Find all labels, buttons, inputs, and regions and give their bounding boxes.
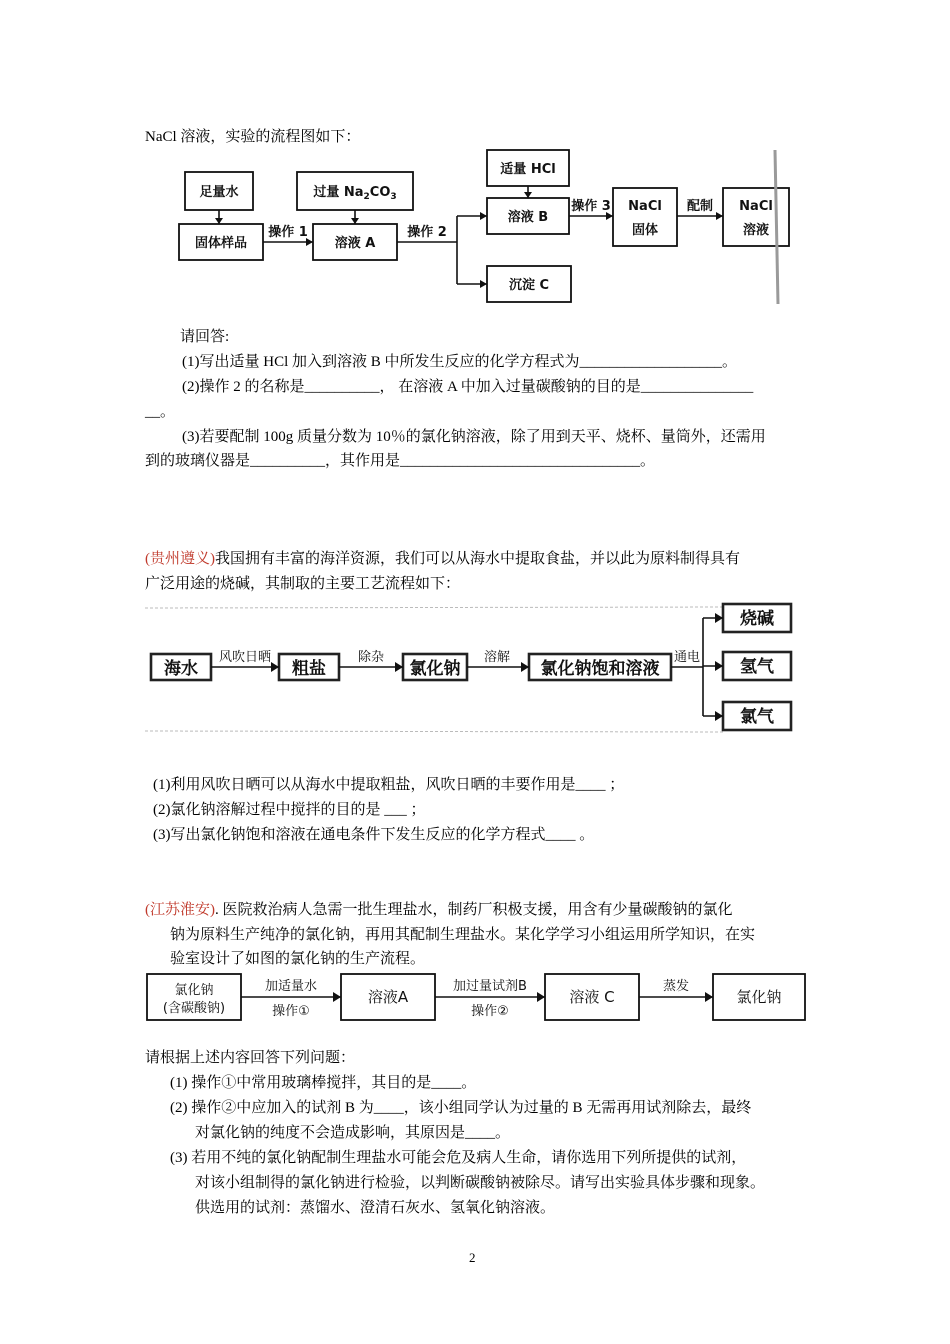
label-crude: 粗盐 bbox=[292, 659, 326, 679]
s3-prompt: 请根据上述内容回答下列问题： bbox=[145, 1050, 356, 1066]
s3-q1: (1) 操作①中常用玻璃棒搅拌，其目的是____。 bbox=[170, 1075, 477, 1091]
s2-q1: (1)利用风吹日晒可以从海水中提取粗盐，风吹日晒的丰要作用是____ ； bbox=[153, 777, 625, 793]
scan-edge bbox=[775, 150, 778, 304]
label-hcl: 适量 HCl bbox=[500, 162, 556, 177]
label-op2: 操作② bbox=[471, 1004, 509, 1019]
s1-q2a: (2)操作 2 的名称是__________， 在溶液 A 中加入过量碳酸钠的目的是_______________ bbox=[182, 379, 754, 395]
s3-q3b: 对该小组制得的氯化钠进行检验，以判断碳酸钠被除尽。请写出实验具体步骤和现象。 bbox=[195, 1175, 766, 1191]
s3-intro-c: 验室设计了如图的氯化钠的生产流程。 bbox=[170, 951, 426, 967]
label-evap: 蒸发 bbox=[662, 979, 690, 994]
label-nacl-solid-1: NaCl bbox=[628, 199, 662, 214]
label-solB: 溶液 B bbox=[507, 210, 549, 225]
label-op2: 操作 2 bbox=[407, 225, 447, 240]
s2-q3: (3)写出氯化钠饱和溶液在通电条件下发生反应的化学方程式____ 。 bbox=[153, 827, 595, 843]
s3-intro-a: (江苏淮安). 医院救治病人急需一批生理盐水，制药厂积极支援，用含有少量碳酸钠的氯化 bbox=[145, 902, 733, 918]
label-nacl-solid-2: 固体 bbox=[631, 223, 659, 238]
label-chlorine: 氯气 bbox=[740, 707, 774, 727]
label-electrify: 通电 bbox=[673, 650, 701, 665]
s1-q3a: (3)若要配制 100g 质量分数为 10％的氯化钠溶液，除了用到天平、烧杯、量筒外，还需用 bbox=[182, 429, 766, 445]
section1-intro: NaCl 溶液，实验的流程图如下： bbox=[145, 129, 361, 145]
s2-source: (贵州遵义) bbox=[145, 551, 215, 567]
s2-intro-b: 广泛用途的烧碱，其制取的主要工艺流程如下： bbox=[145, 576, 461, 592]
scan-line-bottom bbox=[145, 731, 725, 732]
label-op1: 操作① bbox=[272, 1004, 310, 1019]
label-op1: 操作 1 bbox=[268, 225, 308, 240]
s3-intro-b: 钠为原料生产纯净的氯化钠，再用其配制生理盐水。某化学学习小组运用所学知识，在实 bbox=[170, 927, 756, 943]
label-sample: 固体样品 bbox=[194, 236, 248, 251]
s3-q2b: 对氯化钠的纯度不会造成影响，其原因是____。 bbox=[195, 1125, 511, 1141]
s3-q3c: 供选用的试剂：蒸馏水、澄清石灰水、氢氧化钠溶液。 bbox=[195, 1200, 556, 1216]
label-hydrogen: 氢气 bbox=[740, 657, 774, 677]
label-solC: 溶液 C bbox=[569, 988, 615, 1006]
label-prep: 配制 bbox=[686, 199, 714, 214]
label-nacl-sol-1: NaCl bbox=[739, 199, 773, 214]
label-solA: 溶液 A bbox=[334, 236, 376, 251]
label-water: 足量水 bbox=[199, 185, 239, 200]
label-dissolve: 溶解 bbox=[483, 650, 511, 665]
label-seawater: 海水 bbox=[164, 659, 198, 679]
label-raw-2: (含碳酸钠) bbox=[162, 1001, 226, 1016]
scan-line-top bbox=[145, 607, 725, 608]
s3-q2a: (2) 操作②中应加入的试剂 B 为____，该小组同学认为过量的 B 无需再用试剂除去，最终 bbox=[170, 1100, 752, 1116]
label-product: 氯化钠 bbox=[736, 988, 782, 1006]
label-solA: 溶液A bbox=[367, 988, 409, 1006]
s1-q3b: 到的玻璃仪器是__________，其作用是________________________________。 bbox=[145, 453, 656, 469]
label-na2co3: 过量 $Na_2CO_3$ bbox=[313, 185, 397, 202]
label-wind: 风吹日晒 bbox=[218, 650, 272, 665]
page-number: 2 bbox=[469, 1250, 476, 1265]
s1-q1: (1)写出适量 HCl 加入到溶液 B 中所发生反应的化学方程式为___________________。 bbox=[182, 354, 738, 370]
s2-intro-a: (贵州遵义)我国拥有丰富的海洋资源，我们可以从海水中提取食盐，并以此为原料制得具有 bbox=[145, 551, 741, 567]
s1-answer-label: 请回答: bbox=[180, 329, 230, 345]
s3-source: (江苏淮安) bbox=[145, 902, 215, 918]
flowchart-3 bbox=[145, 970, 810, 1026]
label-purify: 除杂 bbox=[357, 650, 385, 665]
s3-q3a: (3) 若用不纯的氯化钠配制生理盐水可能会危及病人生命，请你选用下列所提供的试剂， bbox=[170, 1150, 747, 1166]
s2-q2: (2)氯化钠溶解过程中搅拌的目的是 ___ ； bbox=[153, 802, 426, 818]
label-nacl: 氯化钠 bbox=[409, 659, 461, 679]
label-raw-1: 氯化钠 bbox=[174, 983, 214, 998]
label-caustic: 烧碱 bbox=[740, 609, 774, 629]
label-add-b: 加过量试剂B bbox=[453, 979, 527, 994]
flowchart-1 bbox=[175, 148, 795, 308]
label-op3: 操作 3 bbox=[571, 199, 611, 214]
label-nacl-sol-2: 溶液 bbox=[742, 223, 770, 238]
s1-q2b: __。 bbox=[145, 404, 176, 420]
label-saturated: 氯化钠饱和溶液 bbox=[540, 659, 660, 679]
label-add-water: 加适量水 bbox=[264, 979, 318, 994]
label-ppt: 沉淀 C bbox=[508, 278, 550, 293]
flowchart-2 bbox=[145, 598, 795, 738]
